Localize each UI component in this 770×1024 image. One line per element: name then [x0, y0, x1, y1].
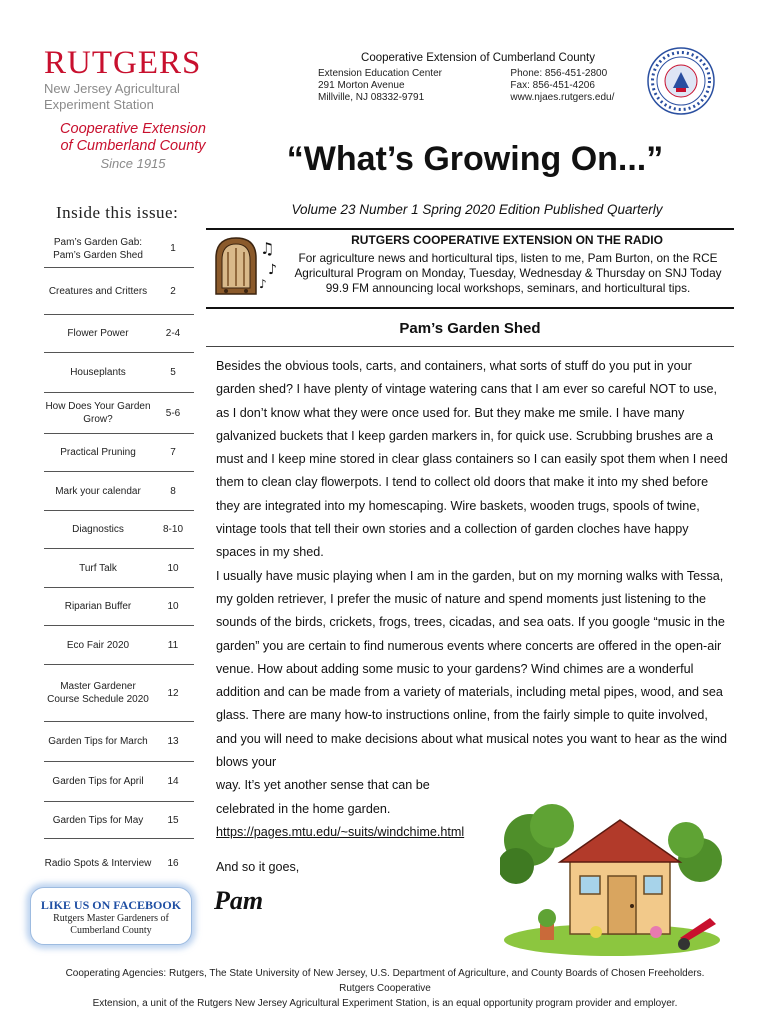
toc-page: 8 — [170, 485, 176, 497]
toc-row[interactable] — [44, 353, 194, 393]
toc-page: 2 — [170, 285, 176, 297]
toc-row[interactable] — [44, 472, 194, 511]
coop-line-1: Cooperative Extension — [60, 121, 206, 137]
article-paragraph: Besides the obvious tools, carts, and containers, what sorts of stuff do you put in your garden shed? I have plenty of vintage watering cans that I am ever so careful NOT to use, as I don’t know what they were once used for. But they make me smile. I have many galvanized buckets that I keep garden markers in, for quick use. Scrubbing brushes are a must and I keep mine stored in clear glass containers so I can easily spot them when I need them to clean clay flowerpots. I tend to collect old doors that make it into my shed before they are integrated into my homescaping. Wire baskets, wooden trugs, spools of twine, vintage tools that tell their own stories and a collection of garden cloches have happy spaces in my shed. — [216, 359, 728, 560]
toc-title: Creatures and Critters — [48, 285, 148, 297]
toc-title: Garden Tips for April — [52, 776, 144, 787]
toc-page: 13 — [167, 736, 179, 747]
svg-text:♪: ♪ — [268, 262, 277, 278]
vintage-radio-icon — [210, 232, 288, 298]
toc-title: Riparian Buffer — [64, 601, 132, 612]
toc-row[interactable] — [44, 511, 194, 549]
toc-page: 5 — [170, 367, 176, 378]
divider — [206, 307, 734, 309]
toc-page: 5-6 — [165, 407, 181, 419]
windchime-link[interactable]: https://pages.mtu.edu/~suits/windchime.html — [216, 824, 465, 839]
newsletter-title: “What’s Growing On...” — [286, 140, 664, 178]
county-seal-icon — [646, 46, 716, 116]
address-line: Extension Education Center — [318, 68, 442, 79]
toc-title: How Does Your Garden Grow? — [45, 401, 151, 425]
toc-page: 15 — [167, 814, 179, 826]
article-heading: Pam’s Garden Shed — [399, 320, 541, 337]
address-line: Millville, NJ 08332-9791 — [318, 92, 425, 103]
table-of-contents — [44, 230, 194, 887]
toc-title: Garden Tips for May — [52, 814, 144, 826]
coop-tagline — [48, 121, 218, 172]
article-text: way. It’s yet another sense that can be celebrated in the home garden. — [216, 778, 430, 816]
toc-title: Pam’s Garden Gab: Pam’s Garden Shed — [53, 236, 143, 261]
toc-page: 10 — [167, 601, 179, 612]
radio-heading: RUTGERS COOPERATIVE EXTENSION ON THE RADIO — [351, 233, 663, 247]
fax: Fax: 856-451-4206 — [510, 80, 595, 91]
toc-page: 11 — [167, 639, 179, 651]
toc-page: 10 — [167, 562, 179, 574]
article-paragraph-end — [216, 774, 486, 844]
office-org: Cooperative Extension of Cumberland County — [361, 52, 595, 64]
logo-line-1: New Jersey Agricultural — [44, 81, 180, 96]
garden-shed-icon — [500, 800, 725, 958]
toc-title: Houseplants — [70, 367, 126, 378]
toc-row[interactable] — [44, 762, 194, 802]
address-line: 291 Morton Avenue — [318, 80, 405, 91]
toc-row[interactable] — [44, 839, 194, 887]
radio-body: For agriculture news and horticultural tips, listen to me, Pam Burton, on the RCE Agricultural Program on Monday, Tuesday, Wednesday & Thursday on SNJ Today 99.9 FM announcing local workshops, seminars, and horticultural tips. — [294, 251, 722, 295]
toc-page: 7 — [170, 447, 176, 458]
office-contact — [484, 68, 638, 104]
article-body — [216, 355, 730, 844]
toc-row[interactable] — [44, 802, 194, 839]
facebook-callout[interactable] — [30, 887, 192, 945]
divider — [206, 228, 734, 230]
coop-line-2: of Cumberland County — [60, 138, 206, 154]
toc-title: Eco Fair 2020 — [66, 639, 130, 651]
issue-line: Volume 23 Number 1 Spring 2020 Edition Published Quarterly — [291, 202, 663, 217]
toc-page: 14 — [167, 776, 179, 787]
toc-title: Diagnostics — [72, 524, 124, 535]
facebook-line-2: Cumberland County — [70, 925, 152, 936]
facebook-heading: LIKE US ON FACEBOOK — [40, 898, 182, 912]
toc-row[interactable] — [44, 549, 194, 588]
toc-page: 8-10 — [162, 524, 183, 535]
rutgers-logo — [44, 46, 224, 112]
phone: Phone: 856-451-2800 — [510, 68, 608, 79]
rutgers-wordmark: RUTGERS — [44, 45, 202, 81]
logo-line-2: Experiment Station — [44, 97, 154, 112]
toc-row[interactable] — [44, 722, 194, 762]
office-address — [318, 68, 472, 104]
toc-title: Radio Spots & Interview — [44, 857, 152, 869]
toc-title: Turf Talk — [79, 562, 117, 574]
toc-row[interactable] — [44, 268, 194, 315]
toc-row[interactable] — [44, 588, 194, 626]
article-paragraph: I usually have music playing when I am in the garden, but on my morning walks with Tessa, my golden retriever, I prefer the music of nature and spend moments just listening to the sounds of the birds, crickets, frogs, trees, cicadas, and sea oats. If you google “music in the garden” you are certain to find numerous events where concerts are offered in the open-air venue. How about adding some music to your gardens? Wind chimes are a wonderful addition and can be made from a variety of materials, including metal pipes, wood, and sea glass. There are many how-to instructions online, from the fairly simple to quite involved, and you will need to make decisions about what musical notes you want to hear as the wind blows your — [216, 568, 728, 770]
toc-row[interactable] — [44, 434, 194, 472]
toc-row[interactable] — [44, 230, 194, 268]
toc-title: Mark your calendar — [55, 485, 141, 497]
inside-heading: Inside this issue: — [56, 203, 179, 222]
toc-title: Master Gardener Course Schedule 2020 — [47, 681, 149, 705]
footer-line-1: Cooperating Agencies: Rutgers, The State University of New Jersey, U.S. Department of Agriculture, and County Boards of Chosen Freeholders. Rutgers Cooperative — [65, 968, 705, 994]
toc-row[interactable] — [44, 665, 194, 722]
toc-title: Garden Tips for March — [48, 736, 148, 747]
toc-page: 16 — [167, 857, 179, 869]
website-link[interactable]: www.njaes.rutgers.edu/ — [510, 92, 615, 103]
coop-since: Since 1915 — [100, 156, 166, 171]
toc-row[interactable] — [44, 393, 194, 434]
facebook-line-1: Rutgers Master Gardeners of — [53, 913, 169, 924]
svg-text:♫: ♫ — [260, 239, 275, 258]
toc-page: 12 — [167, 687, 179, 699]
toc-row[interactable] — [44, 626, 194, 665]
toc-page: 2-4 — [165, 328, 181, 339]
svg-text:♪: ♪ — [259, 277, 267, 291]
footer-line-2: Extension, a unit of the Rutgers New Jersey Agricultural Experiment Station, is an equal opportunity program provider and employer. — [92, 998, 678, 1009]
signature: Pam — [214, 886, 264, 915]
toc-page: 1 — [170, 243, 176, 254]
office-info — [318, 52, 638, 104]
divider — [206, 346, 734, 347]
toc-title: Flower Power — [67, 328, 129, 339]
toc-title: Practical Pruning — [60, 447, 136, 458]
footer-disclaimer — [60, 966, 710, 1011]
toc-row[interactable] — [44, 315, 194, 353]
signoff: And so it goes, — [216, 860, 300, 874]
